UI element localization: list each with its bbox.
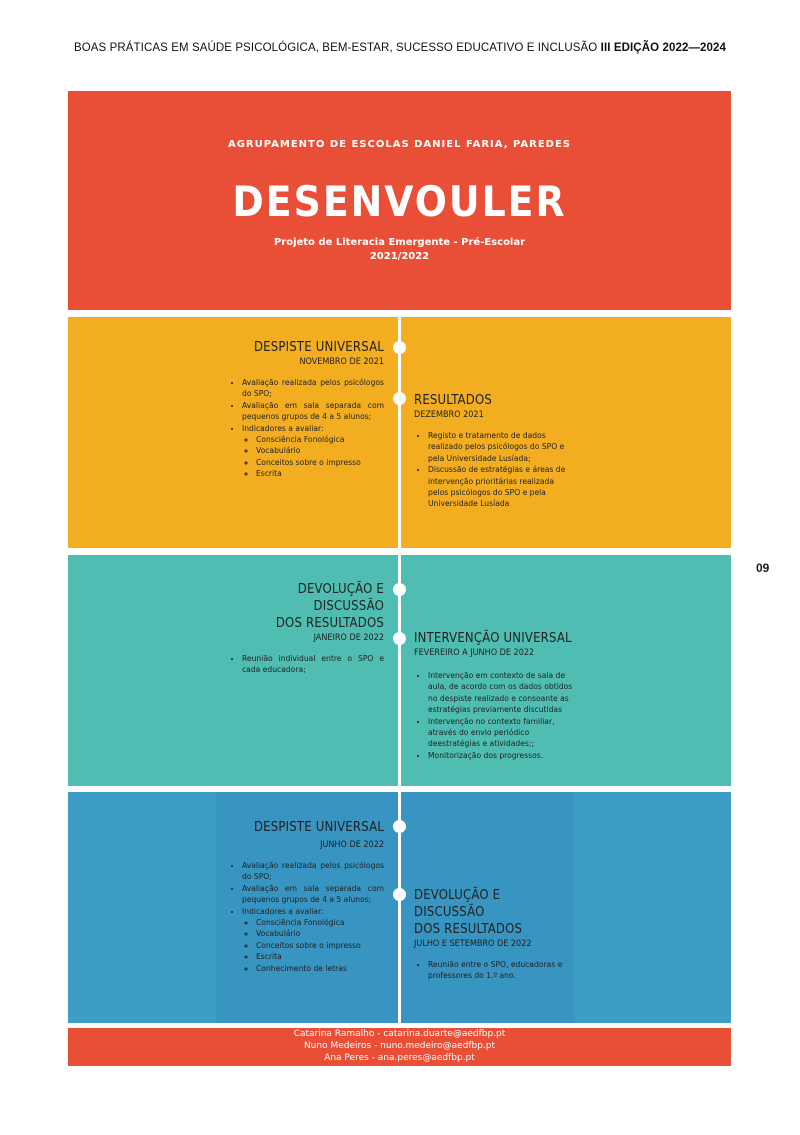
header-text: BOAS PRÁTICAS EM SAÚDE PSICOLÓGICA, BEM-ESTAR, SUCESSO EDUCATIVO E INCLUSÃO: [73, 42, 598, 54]
list-item: • Intervenção no contexto familiar, através do envio periódico deestratégias e atividades;;: [428, 716, 576, 750]
document-header: [0, 42, 800, 54]
step-list: [414, 430, 574, 510]
hero-banner: [68, 91, 731, 310]
step-date: FEVEREIRO A JUNHO DE 2022: [414, 648, 535, 658]
timeline-dot: [393, 341, 406, 354]
school-name: AGRUPAMENTO DE ESCOLAS DANIEL FARIA, PAREDES: [227, 139, 572, 150]
step-list: [414, 959, 574, 982]
list-item: • Reunião individual entre o SPO e cada educadora;: [242, 653, 384, 676]
page-number: 09: [756, 561, 770, 575]
contact-line: Nuno Medeiros - nuno.medeiro@aedfbp.pt: [303, 1041, 496, 1051]
step-date: JANEIRO DE 2022: [313, 633, 384, 643]
step-date: NOVEMBRO DE 2021: [299, 357, 384, 367]
step-list: [228, 377, 384, 480]
timeline-dot: [393, 632, 406, 645]
list-item: • Avaliação realizada pelos psicólogos do SPO;: [242, 860, 384, 883]
step-title: INTERVENÇÃO UNIVERSAL: [414, 631, 572, 646]
timeline-line: [398, 317, 401, 1023]
step-title: DESPISTE UNIVERSAL: [253, 820, 384, 835]
sublist: [242, 434, 384, 480]
list-subitem: ◦ Vocabulário: [256, 445, 384, 456]
sublist: [242, 917, 384, 974]
contact-line: Catarina Ramalho - catarina.duarte@aedfbp.pt: [293, 1029, 506, 1039]
header-edition: III EDIÇÃO 2022—2024: [600, 42, 727, 54]
step-title: DESPISTE UNIVERSAL: [253, 340, 384, 355]
contacts-footer: [68, 1028, 731, 1066]
step-list: [228, 860, 384, 974]
list-subitem: ◦ Escrita: [256, 951, 384, 962]
step-title: RESULTADOS: [414, 393, 492, 408]
step-devolucao-janeiro: [228, 581, 384, 676]
timeline-dot: [393, 888, 406, 901]
list-item: • Intervenção em contexto de sala de aula, de acordo com os dados obtidos no despiste realizado e consoante as estratégias previamente discutidas: [428, 670, 576, 716]
step-list: [414, 670, 576, 761]
contact-line: Ana Peres - ana.peres@aedfbp.pt: [324, 1053, 475, 1063]
list-item: • Registo e tratamento de dados realizado pelos psicólogos do SPO e pela Universidade Lusíada;: [428, 430, 574, 464]
poster: [68, 91, 731, 1066]
list-item: • Reunião entre o SPO, educadoras e professores do 1.º ano.: [428, 959, 574, 982]
list-item: • Monitorização dos progressos.: [428, 750, 576, 761]
list-subitem: ◦ Conhecimento de letras: [256, 963, 384, 974]
step-date: JULHO E SETEMBRO DE 2022: [414, 939, 532, 949]
list-subitem: ◦ Conceitos sobre o impresso: [256, 457, 384, 468]
project-subtitle: Projeto de Literacia Emergente - Pré-Escolar: [273, 237, 526, 248]
step-title-line2: DOS RESULTADOS: [275, 616, 384, 631]
step-resultados: [414, 392, 574, 510]
step-despiste-universal-2021: [228, 339, 384, 480]
list-item: • Indicadores a avaliar: ◦ Consciência Fonológica ◦ Vocabulário ◦ Conceitos sobre o impresso ◦ Escrita: [242, 423, 384, 480]
step-title-line1: DEVOLUÇÃO E DISCUSSÃO: [414, 888, 501, 920]
project-year: 2021/2022: [369, 251, 430, 262]
list-item: • Avaliação realizada pelos psicólogos do SPO;: [242, 377, 384, 400]
timeline-dot: [393, 392, 406, 405]
list-item: • Avaliação em sala separada com pequenos grupos de 4 a 5 alunos;: [242, 883, 384, 906]
list-subitem: ◦ Escrita: [256, 468, 384, 479]
step-title-line1: DEVOLUÇÃO E DISCUSSÃO: [297, 582, 384, 614]
step-date: JUNHO DE 2022: [320, 840, 384, 850]
project-title: DESENVOULER: [232, 177, 567, 226]
step-list: [228, 653, 384, 676]
step-title-line2: DOS RESULTADOS: [414, 922, 523, 937]
timeline-dot: [393, 583, 406, 596]
list-item: • Indicadores a avaliar: ◦ Consciência Fonológica ◦ Vocabulário ◦ Conceitos sobre o impresso ◦ Escrita ◦ Conhecimento de letras: [242, 906, 384, 974]
list-subitem: ◦ Vocabulário: [256, 928, 384, 939]
list-subitem: ◦ Consciência Fonológica: [256, 434, 384, 445]
step-despiste-universal-2022: [228, 819, 384, 974]
step-devolucao-julho: [414, 887, 574, 982]
list-subitem: ◦ Consciência Fonológica: [256, 917, 384, 928]
list-item: • Discussão de estratégias e áreas de intervenção prioritárias realizada pelos psicólogos do SPO e pela Universidade Lusíada: [428, 464, 574, 510]
list-item: • Avaliação em sala separada com pequenos grupos de 4 a 5 alunos;: [242, 400, 384, 423]
step-intervencao-universal: [414, 630, 576, 761]
list-subitem: ◦ Conceitos sobre o impresso: [256, 940, 384, 951]
step-date: DEZEMBRO 2021: [414, 410, 484, 420]
timeline-dot: [393, 820, 406, 833]
